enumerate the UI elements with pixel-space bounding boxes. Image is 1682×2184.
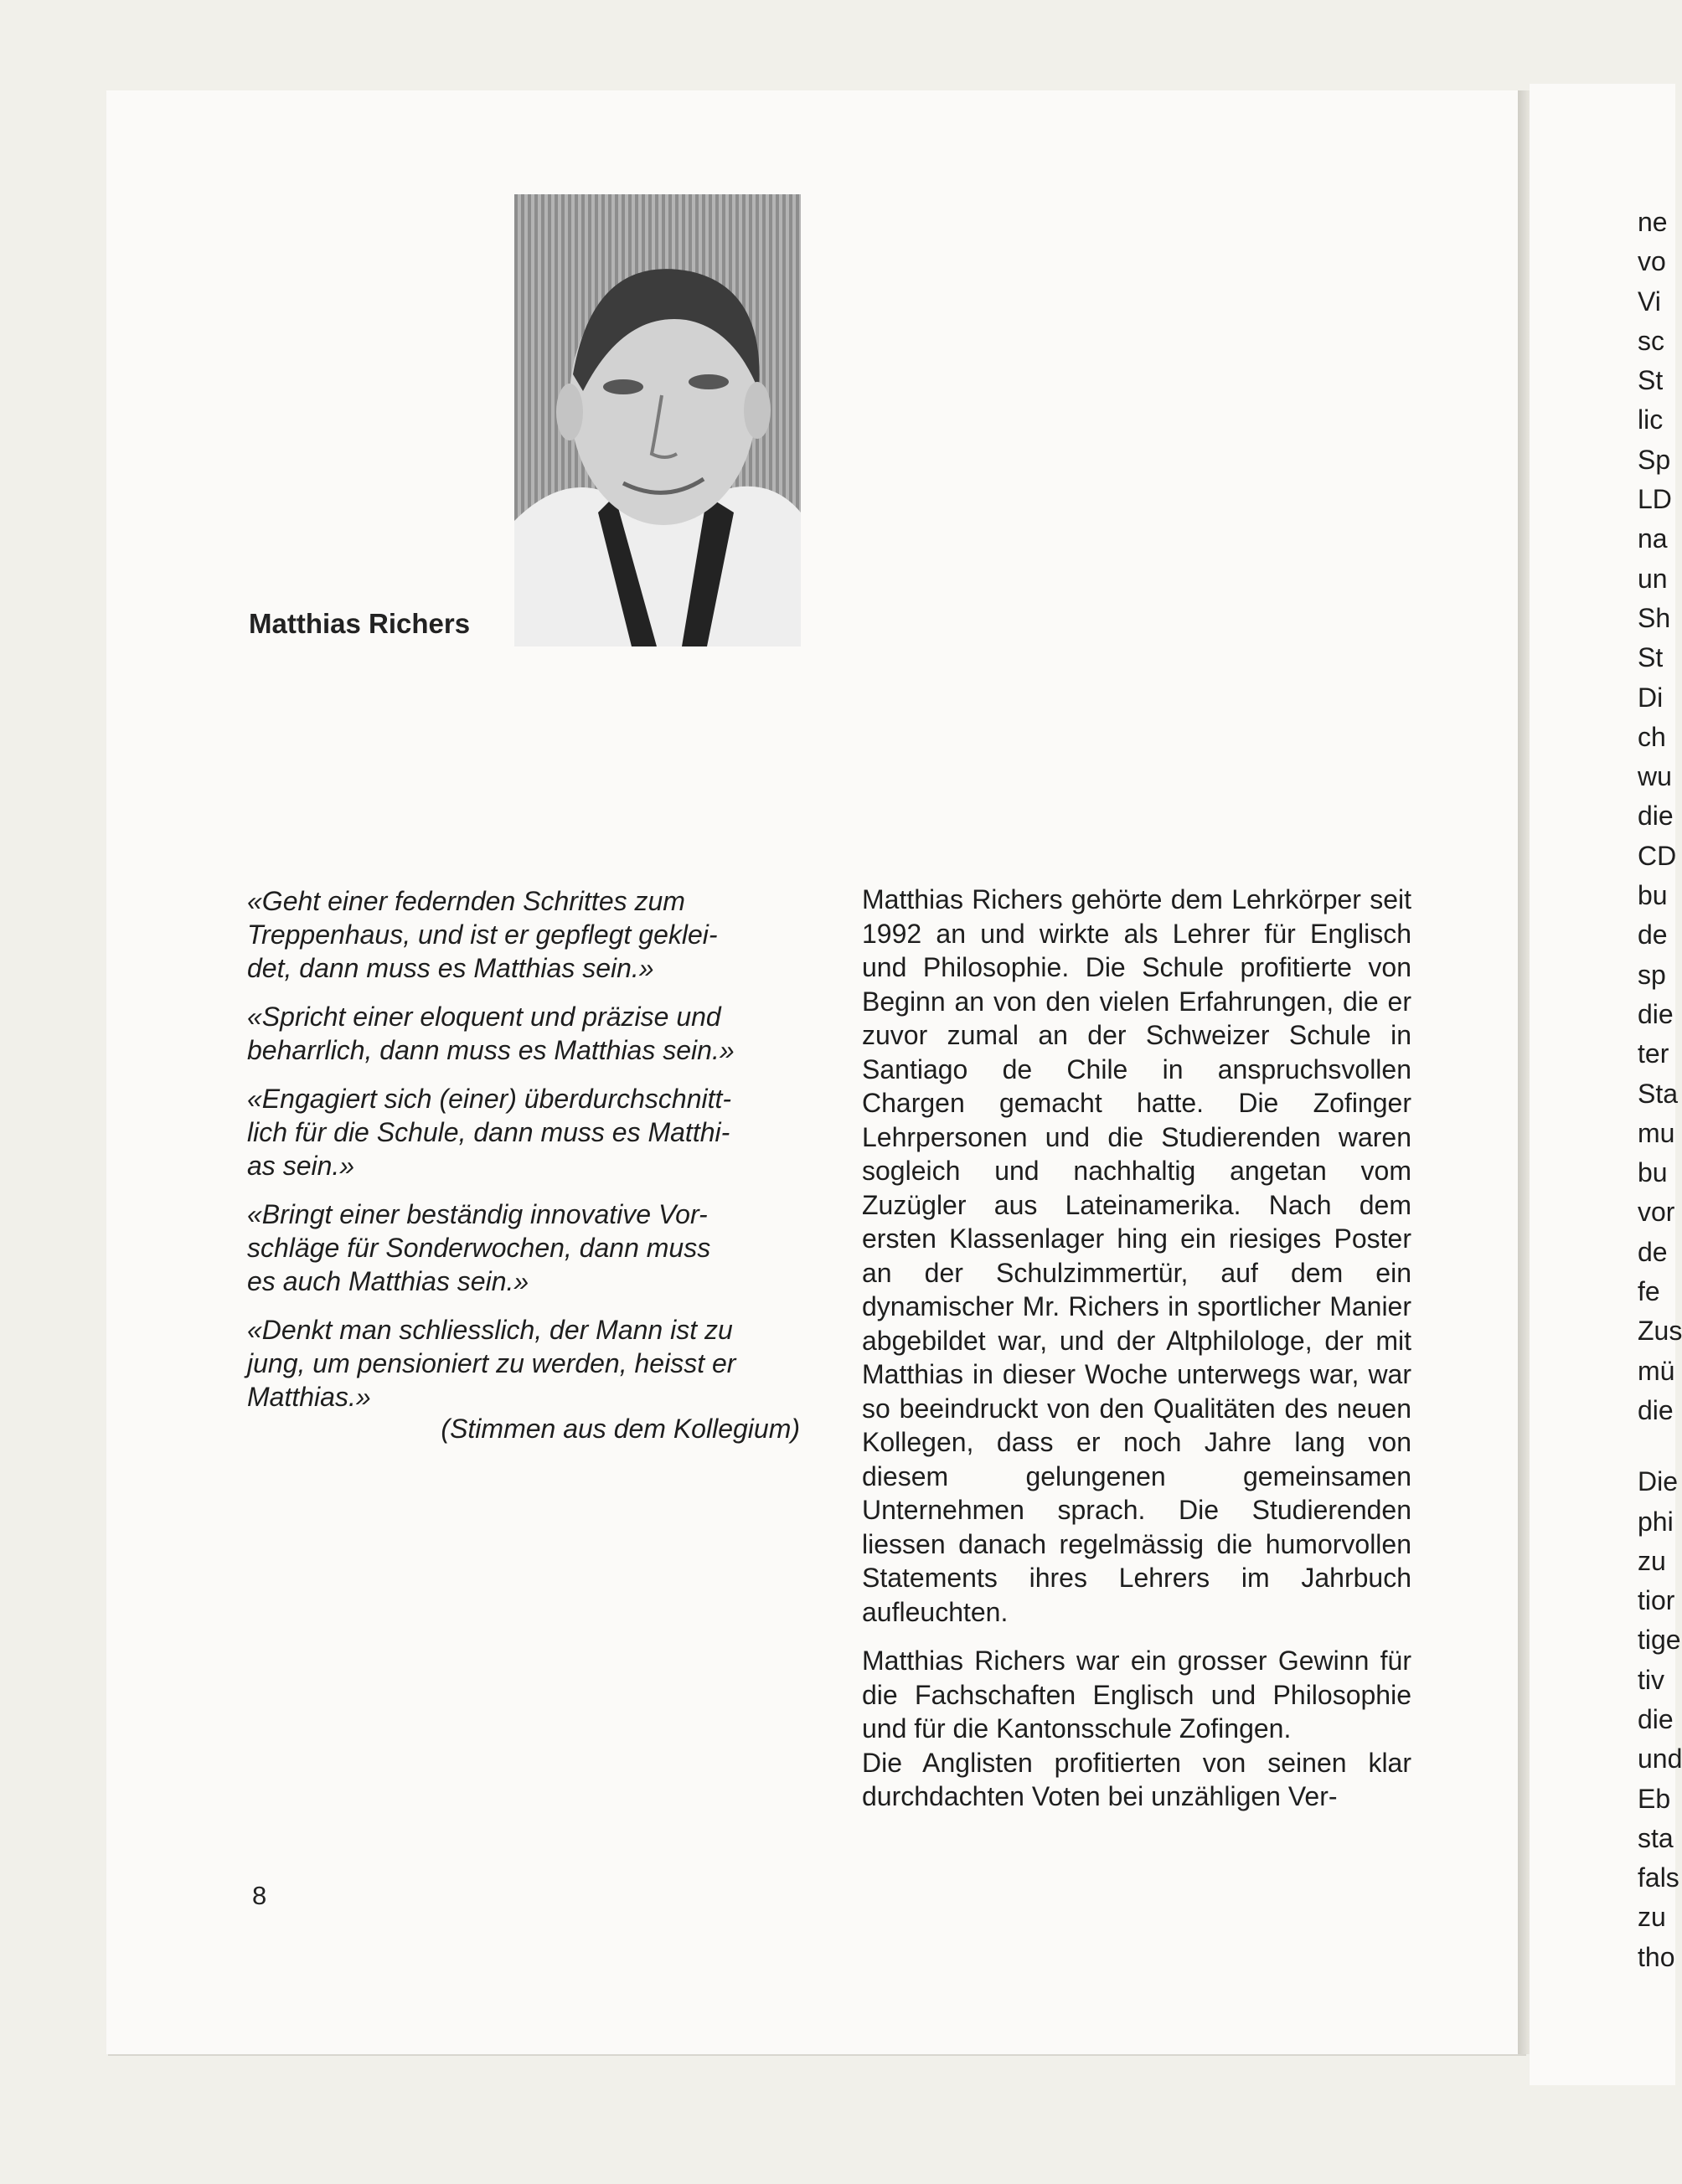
right-page-fragment: tior [1638, 1585, 1675, 1616]
right-page-fragment: tige [1638, 1625, 1681, 1656]
right-page-fragment: die [1638, 801, 1674, 832]
right-page-fragment: fals [1638, 1862, 1679, 1893]
quote-line: es auch Matthias sein.» [247, 1266, 529, 1296]
quote-line: det, dann muss es Matthias sein.» [247, 953, 654, 983]
right-page-fragment: bu [1638, 1157, 1668, 1188]
right-page-fragment: ne [1638, 207, 1668, 237]
body-paragraph-3: Die Anglisten profitierten von seinen klar durchdachten Voten bei unzähligen Ver- [862, 1747, 1411, 1811]
right-page-fragment: vor [1638, 1197, 1675, 1228]
quote-line: as sein.» [247, 1151, 355, 1181]
quote-line: «Engagiert sich (einer) überdurchschnitt- [247, 1084, 732, 1114]
right-page-fragment: die [1638, 1703, 1674, 1734]
quote-2 [247, 1000, 800, 1067]
quote-3 [247, 1082, 800, 1182]
right-page-fragment: St [1638, 642, 1664, 673]
right-page-fragment: bu [1638, 880, 1668, 911]
right-page-fragment: die [1638, 998, 1674, 1029]
right-page-fragment: und [1638, 1744, 1682, 1774]
quote-line: Treppenhaus, und ist er gepflegt geklei- [247, 919, 718, 950]
colleague-quotes [247, 884, 800, 1445]
right-page-fragment: die [1638, 1394, 1674, 1425]
right-page-fragment: mu [1638, 1117, 1675, 1148]
quote-line: «Spricht einer eloquent und präzise und [247, 1002, 721, 1032]
right-page-fragment: sp [1638, 959, 1666, 990]
quote-line: «Bringt einer beständig innovative Vor- [247, 1199, 708, 1229]
portrait-photo [514, 194, 801, 646]
quote-line: beharrlich, dann muss es Matthias sein.» [247, 1035, 735, 1065]
right-page-fragment: de [1638, 1236, 1668, 1267]
right-page-fragment: wu [1638, 761, 1672, 792]
book-gutter [1518, 90, 1530, 2054]
quote-line: «Denkt man schliesslich, der Mann ist zu [247, 1315, 733, 1345]
right-page-fragment: St [1638, 365, 1664, 396]
right-page-fragment: Die [1638, 1466, 1679, 1497]
right-page-fragment: na [1638, 523, 1668, 554]
right-page-fragment: Vi [1638, 286, 1661, 317]
right-page-fragment: Sp [1638, 444, 1671, 475]
quote-line: Matthias.» [247, 1382, 371, 1412]
right-page-fragment: lic [1638, 404, 1664, 435]
quote-line: lich für die Schule, dann muss es Matthi- [247, 1117, 730, 1147]
right-page-fragment: LD [1638, 484, 1672, 515]
right-page-fragment: sta [1638, 1822, 1674, 1853]
right-page-fragment: vo [1638, 246, 1666, 277]
right-page-fragment: fe [1638, 1276, 1660, 1307]
right-page-fragment: de [1638, 919, 1668, 950]
photo-caption: Matthias Richers [249, 608, 471, 639]
right-page-fragment: mü [1638, 1355, 1675, 1386]
quote-4 [247, 1198, 800, 1298]
right-page-fragment: Di [1638, 682, 1664, 713]
right-page-fragment: Zus [1638, 1316, 1682, 1347]
right-page-gap [1638, 1430, 1682, 1462]
right-page-fragment: tho [1638, 1941, 1675, 1972]
right-page-fragment: sc [1638, 325, 1664, 356]
right-page-fragment: ter [1638, 1038, 1669, 1069]
portrait-image [514, 194, 801, 646]
body-paragraph-2: Matthias Richers war ein grosser Gewinn für die Fachschaften Englisch und Philosophie und für die Kantonsschule Zofingen. [862, 1646, 1411, 1744]
right-page-fragment: CD [1638, 840, 1677, 871]
quote-line: jung, um pensioniert zu werden, heisst er [247, 1348, 736, 1378]
article-body [862, 883, 1411, 1814]
quote-line: «Geht einer federnden Schrittes zum [247, 886, 685, 916]
right-page-fragment: ch [1638, 721, 1666, 752]
page-number: 8 [252, 1881, 267, 1910]
quote-line: schläge für Sonderwochen, dann muss [247, 1233, 711, 1263]
right-page-text-fragments [1638, 203, 1682, 1977]
right-page-fragment: Eb [1638, 1783, 1671, 1814]
right-page-fragment: tiv [1638, 1664, 1664, 1695]
body-paragraph-1: Matthias Richers gehörte dem Lehrkörper seit 1992 an und wirkte als Lehrer für Englisch und Philosophie. Die Schule profitierte von Beginn an von den vielen Erfahrungen, die er zuvor zumal an der Schweizer Schule in Santiago de Chile in anspruchsvollen Chargen gemacht hatte. Die Zofinger Lehrpersonen und die Studierenden waren sogleich und nachhaltig angetan vom Zuzügler aus Lateinamerika. Nach dem ersten Klassenlager hing ein riesiges Poster an der Schulzimmertür, auf dem ein dynamischer Mr. Richers in sportlicher Manier abgebildet war, und der Altphilologe, der mit Matthias in dieser Woche unterwegs war, war so beeindruckt von den Qualitäten des neuen Kollegen, dass er noch Jahre lang von diesem gelungenen gemeinsamen Unternehmen sprach. Die Studierenden liessen danach regelmässig die humorvollen Statements ihres Lehrers im Jahrbuch aufleuchten. [862, 884, 1411, 1627]
right-page-fragment: zu [1638, 1545, 1666, 1576]
right-page-fragment: phi [1638, 1506, 1674, 1537]
quote-5 [247, 1313, 800, 1414]
right-page-fragment: Sh [1638, 602, 1671, 633]
quote-1 [247, 884, 800, 985]
right-page-fragment: Sta [1638, 1078, 1679, 1109]
quote-source: (Stimmen aus dem Kollegium) [441, 1414, 800, 1444]
right-page-fragment: un [1638, 563, 1668, 594]
right-page-fragment: zu [1638, 1902, 1666, 1933]
